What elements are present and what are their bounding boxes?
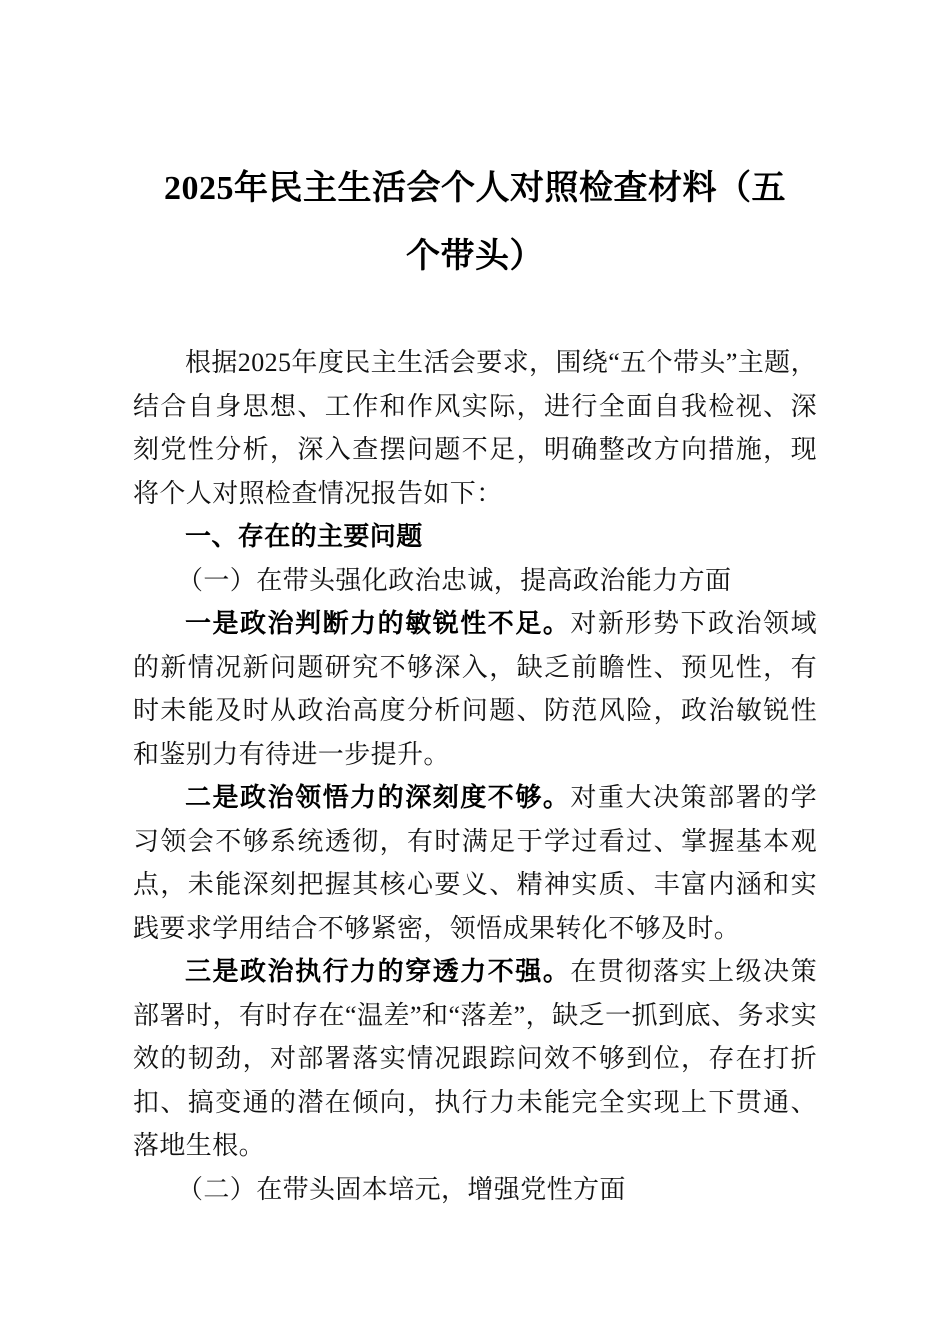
point-3-paragraph [133,950,817,1168]
point-3-text: 在贯彻落实上级决策部署时，有时存在“温差”和“落差”，缺乏一抓到底、务求实效的韧劲，对部署落实情况跟踪问效不够到位，存在打折扣、搞变通的潜在倾向，执行力未能完全实现上下贯通、落地生根。 [133,957,817,1160]
point-3-lead: 三是政治执行力的穿透力不强。 [185,957,571,986]
title-line-1: 2025年民主生活会个人对照检查材料（五 [164,170,786,207]
point-1-paragraph [133,602,817,776]
point-1-lead: 一是政治判断力的敏锐性不足。 [185,609,571,638]
document-content [133,0,817,1211]
point-2-text: 对重大决策部署的学习领会不够系统透彻，有时满足于学过看过、掌握基本观点，未能深刻把握其核心要义、精神实质、丰富内涵和实践要求学用结合不够紧密，领悟成果转化不够及时。 [133,783,817,943]
section-heading-1: 一、存在的主要问题 [185,521,423,551]
page-title [133,0,817,291]
point-2-paragraph [133,776,817,950]
subsection-heading-1: （一）在带头强化政治忠诚，提高政治能力方面 [177,565,732,595]
point-1-text: 对新形势下政治领域的新情况新问题研究不够深入，缺乏前瞻性、预见性，有时未能及时从政治高度分析问题、防范风险，政治敏锐性和鉴别力有待进一步提升。 [133,609,817,769]
point-2-lead: 二是政治领悟力的深刻度不够。 [185,783,571,812]
opening-paragraph: 根据2025年度民主生活会要求，围绕“五个带头”主题，结合自身思想、工作和作风实际，进行全面自我检视、深刻党性分析，深入查摆问题不足，明确整改方向措施，现将个人对照检查情况报告如下： [133,348,817,508]
title-line-2: 个带头） [406,238,544,275]
subsection-heading-2: （二）在带头固本培元，增强党性方面 [177,1174,626,1204]
